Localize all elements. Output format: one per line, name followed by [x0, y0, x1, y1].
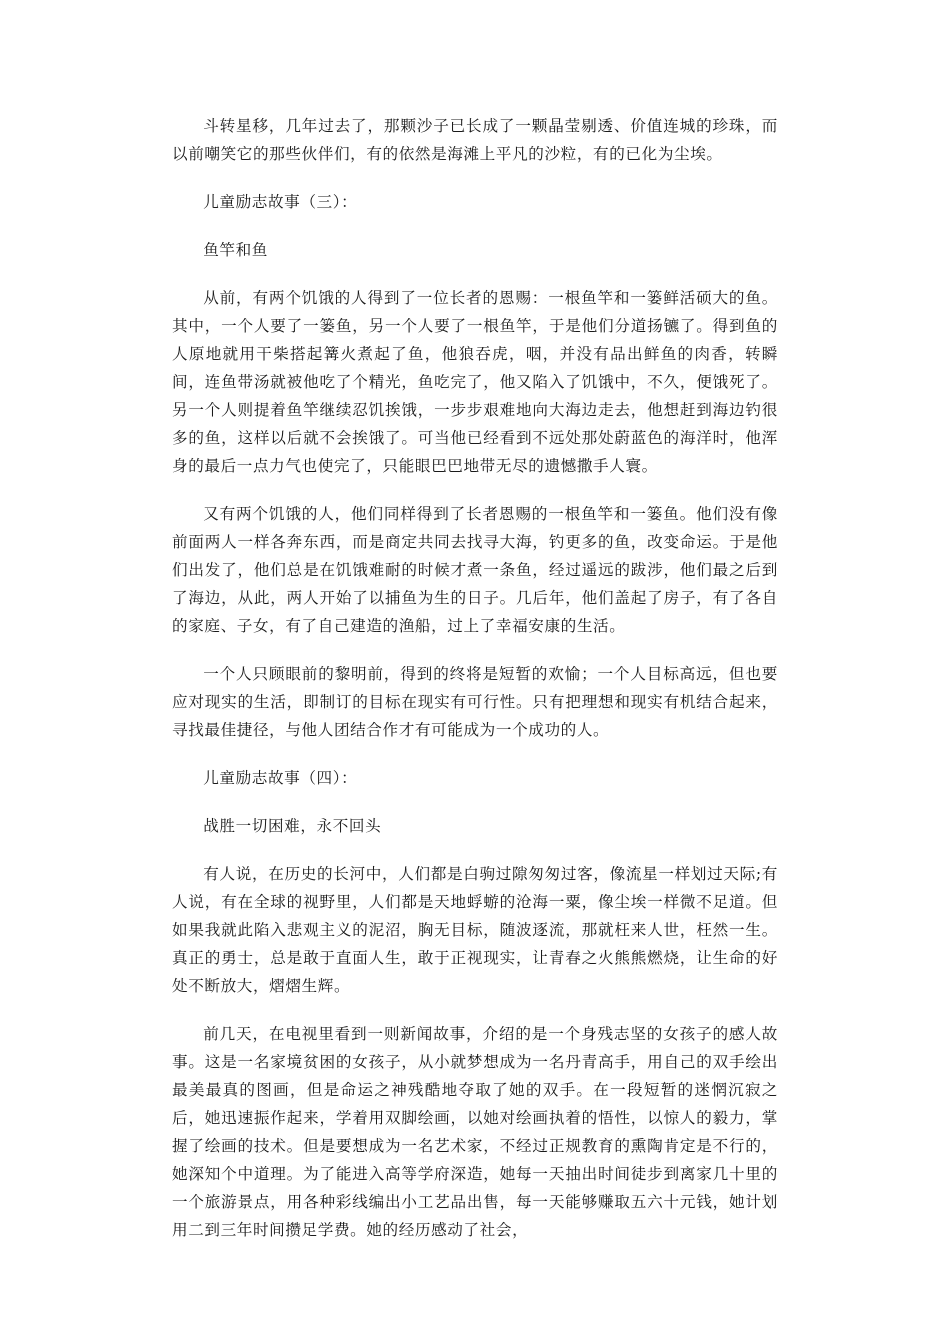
story-title-fishing-rod: 鱼竿和鱼	[203, 241, 268, 259]
paragraph-moral: 一个人只顾眼前的黎明前，得到的终将是短暂的欢愉；一个人目标高远，但也要应对现实的生活，即制订的目标在现实有可行性。只有把理想和现实有机结合起来，寻找最佳捷径，与他人团结合作才有可能成为一个成功的人。	[172, 665, 778, 739]
paragraph-second-pair: 又有两个饥饿的人，他们同样得到了长者恩赐的一根鱼竿和一篓鱼。他们没有像前面两人一样各奔东西，而是商定共同去找寻大海，钓更多的鱼，改变命运。于是他们出发了，他们总是在饥饿难耐的时候才煮一条鱼，经过遥远的跋涉，他们最之后到了海边，从此，两人开始了以捕鱼为生的日子。几后年，他们盖起了房子，有了各自的家庭、子女，有了自己建造的渔船，过上了幸福安康的生活。	[172, 505, 778, 635]
paragraph-history-river: 有人说，在历史的长河中，人们都是白驹过隙匆匆过客，像流星一样划过天际;有人说，有在全球的视野里，人们都是天地蜉蝣的沧海一粟，像尘埃一样微不足道。但如果我就此陷入悲观主义的泥沼，胸无目标，随波逐流，那就枉来人世，枉然一生。真正的勇士，总是敢于直面人生，敢于正视现实，让青春之火熊熊燃烧，让生命的好处不断放大，熠熠生辉。	[172, 865, 778, 995]
document-body	[172, 112, 778, 1264]
paragraph-first-pair: 从前，有两个饥饿的人得到了一位长者的恩赐：一根鱼竿和一篓鲜活硕大的鱼。其中，一个人要了一篓鱼，另一个人要了一根鱼竿，于是他们分道扬镳了。得到鱼的人原地就用干柴搭起篝火煮起了鱼，他狼吞虎，咽，并没有品出鲜鱼的肉香，转瞬间，连鱼带汤就被他吃了个精光，鱼吃完了，他又陷入了饥饿中，不久，便饿死了。另一个人则提着鱼竿继续忍饥挨饿，一步步艰难地向大海边走去，他想赶到海边钓很多的鱼，这样以后就不会挨饿了。可当他已经看到不远处那处蔚蓝色的海洋时，他浑身的最后一点力气也使完了，只能眼巴巴地带无尽的遗憾撒手人寰。	[172, 289, 778, 475]
section-heading-story-3: 儿童励志故事（三）：	[203, 193, 358, 211]
story-title-never-look-back: 战胜一切困难，永不回头	[203, 817, 382, 835]
paragraph-pearl-ending: 斗转星移，几年过去了，那颗沙子已长成了一颗晶莹剔透、价值连城的珍珠，而以前嘲笑它的那些伙伴们，有的依然是海滩上平凡的沙粒，有的已化为尘埃。	[172, 117, 778, 163]
paragraph-news-story: 前几天，在电视里看到一则新闻故事，介绍的是一个身残志坚的女孩子的感人故事。这是一名家境贫困的女孩子，从小就梦想成为一名丹青高手，用自己的双手绘出最美最真的图画，但是命运之神残酷地夺取了她的双手。在一段短暂的迷惘沉寂之后，她迅速振作起来，学着用双脚绘画，以她对绘画执着的悟性，以惊人的毅力，掌握了绘画的技术。但是要想成为一名艺术家，不经过正规教育的熏陶肯定是不行的，她深知个中道理。为了能进入高等学府深造，她每一天抽出时间徒步到离家几十里的一个旅游景点，用各种彩线编出小工艺品出售，每一天能够赚取五六十元钱，她计划用二到三年时间攒足学费。她的经历感动了社会，	[172, 1025, 778, 1239]
section-heading-story-4: 儿童励志故事（四）：	[203, 769, 358, 787]
